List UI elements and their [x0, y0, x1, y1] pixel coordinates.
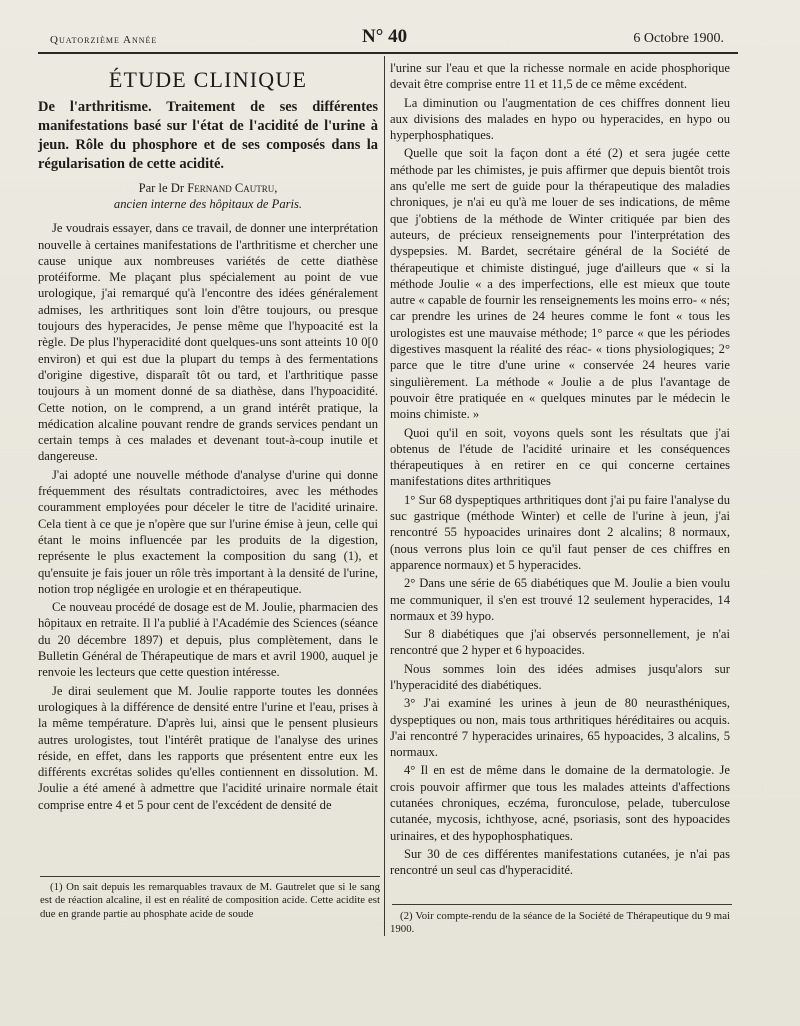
- right-column: [390, 60, 730, 881]
- paragraph: 1° Sur 68 dyspeptiques arthritiques dont j'ai pu faire l'analyse du suc gastrique (méthode Winter) et celle de l'urine à jeun, j'ai rencontré 55 hypoacides urinaires dont 2 alcalins; 8 normaux, (nous verrons plus loin ce qu'il faut penser de ces chiffres en apparence normaux) et 5 hyperacides.: [390, 492, 730, 572]
- paragraph: Ce nouveau procédé de dosage est de M. Joulie, pharmacien des hôpitaux en retraite. Il l'a publié à l'Académie des Sciences (séance du 20 décembre 1897) et depuis, plus complètement, dans le Bulletin Général de Thérapeutique de mars et avril 1900, auquel je renvoie les lecteurs que cette question intéresse.: [38, 600, 378, 680]
- paragraph: l'urine sur l'eau et que la richesse normale en acide phosphorique devait être comprise entre 11 et 11,5 de ce même excédent.: [390, 61, 730, 92]
- byline-prefix: Par le Dr: [138, 181, 188, 196]
- footnote-right: [390, 910, 730, 939]
- footnote-left: [40, 881, 380, 923]
- issue-date: 6 Octobre 1900.: [633, 31, 724, 46]
- page-header: [38, 26, 738, 54]
- footnote-rule-right: [392, 904, 732, 905]
- paragraph: J'ai adopté une nouvelle méthode d'analyse d'urine qui donne fréquemment des résultats contradictoires, avec les méthodes couramment employées pour déceler le titre de l'acidité urinaire. Cela tient à ce que je n'opère que sur l'urine émise à jeun, celle qui étant le moins influencée par les produits de la digestion, représente le plus exactement la composition du sang (1), et qu'ensuite je fais jouer un rôle très important à la densité de l'urine, notion trop négligée en urologie et en thérapeutique.: [38, 467, 378, 596]
- paragraph: Je voudrais essayer, dans ce travail, de donner une interprétation nouvelle à certaines manifestations de l'arthritisme et chercher une cause unique aux nombreuses variétés de cette diathèse protéiforme. Me plaçant plus spécialement au point de vue urologique, j'ai remarqué qu'à l'encontre des idées généralement admises, les arthritiques sont loin d'être toujours, ou presque toujours des hyperacides, Je pense même que l'hypoacité est la règle. De plus l'hyperacidité dont quelques-uns sont atteints 10 0[0 environ) et qui est due la plupart du temps à des fermentations d'origine digestive, disparaît tôt ou tard, et l'arthritique passe toujours à un moment donné de sa diathèse, dans l'hypoacidité. Cette notion, on le comprend, a un grand intérêt pratique, la médication alcaline pouvant rendre de grands services pendant un certain temps à ces malades et devenant tout-à-coup inutile et dangereuse.: [38, 221, 378, 464]
- footnote-text: (1) On sait depuis les remarquables travaux de M. Gautrelet que si le sang est de réaction alcaline, il est en réalité de composition acide. Cette acidite est due en grande partie au phosphate acide de soude: [40, 881, 380, 920]
- paragraph: Quoi qu'il en soit, voyons quels sont les résultats que j'ai obtenus de l'étude de l'acidité urinaire et les conséquences thérapeutiques à en retirer en ce qui concerne certaines manifestations dites arthritiques: [390, 425, 730, 489]
- paragraph: Je dirai seulement que M. Joulie rapporte toutes les données urologiques à la différence de densité entre l'urine et l'eau, prises à la même température. D'après lui, ainsi que le pensent plusieurs autres urologistes, tout l'intérêt pratique de l'analyse des urines réside, en effet, dans les rapports que présentent entre eux les différents excrétas solides qu'elles contiennent en dissolution. M. Joulie a été amené à admettre que l'acidité urinaire normale était comprise entre 4 et 5 pour cent de l'excédent de densité de: [38, 683, 378, 812]
- paragraph: 3° J'ai examiné les urines à jeun de 80 neurasthéniques, dyspeptiques ou non, mais tous arthritiques héréditaires ou acquis. J'ai rencontré 7 hyperacides urinaires, 65 hypoacides, 3 alcalins, 5 normaux.: [390, 696, 730, 760]
- section-heading: ÉTUDE CLINIQUE: [108, 67, 308, 92]
- author-name: Fernand Cautru,: [187, 181, 278, 196]
- paragraph: 4° Il en est de même dans le domaine de la dermatologie. Je crois pouvoir affirmer que tous les malades atteints d'affections cutanées chroniques, eczéma, furonculose, pelade, tuberculose cutanée, mycosis, ichthyose, acné, psoriasis, sont des hypoacides urinaires, et des hypophosphatiques.: [390, 763, 730, 843]
- paragraph: Nous sommes loin des idées admises jusqu'alors sur l'hyperacidité des diabétiques.: [390, 661, 730, 692]
- column-divider: [384, 56, 385, 936]
- paragraph: Sur 8 diabétiques que j'ai observés personnellement, je n'ai rencontré que 2 hyper et 6 hypoacides.: [390, 627, 730, 658]
- footnote-rule-left: [40, 876, 380, 877]
- paragraph: La diminution ou l'augmentation de ces chiffres donnent lieu aux divisions des malades en hypo ou hyperacides, en hypo ou hyperphosphatiques.: [390, 95, 730, 143]
- article-title: De l'arthritisme. Traitement de ses différentes manifestations basé sur l'état de l'acidité de l'urine à jeun. Rôle du phosphore et de ses composés dans la régularisation de cette acidité.: [38, 99, 378, 173]
- footnote-text: (2) Voir compte-rendu de la séance de la Société de Thérapeutique du 9 mai 1900.: [390, 910, 730, 936]
- left-column: [38, 58, 378, 815]
- paragraph: Quelle que soit la façon dont a été (2) et sera jugée cette méthode par les chimistes, je puis affirmer que depuis bientôt trois ans qu'elle me sert de guide pour la thérapeutique des maladies chroniques, je n'ai eu qu'à me louer de ses indications, de même que j'obtiens de la méthode de Winter critiquée par bien des auteurs, de précieux renseignements pour l'interprétation des dyspepsies. M. Bardet, secrétaire général de la Société de thérapeutique et chimiste distingué, juge d'ailleurs que « si la méthode Joulie « a des imperfections, elle est mieux que toute autre « capable de fournir les renseignements les moins erro- « nés; car prendre les urines de 24 heures comme le font « tous les urologistes est une mauvaise méthode; 1° parce « que les périodes digestives masquent la réalité des réac- « tions physiologiques; 2° parce que le titre d'une urine « conservée 24 heures varie singulièrement. La méthode « Joulie a de plus l'avantage de pouvoir être pratiquée en « quelques minutes par le médecin le moins chimiste. »: [390, 146, 730, 422]
- volume-label: Quatorzième Année: [50, 34, 158, 46]
- paragraph: 2° Dans une série de 65 diabétiques que M. Joulie a bien voulu me communiquer, il s'en est trouvé 12 seulement hyperacides, 14 normaux et 39 hypo.: [390, 576, 730, 623]
- issue-number: N° 40: [362, 26, 408, 47]
- paragraph: Sur 30 de ces différentes manifestations cutanées, je n'ai pas rencontré un seul cas d'hyperacidité.: [390, 846, 730, 878]
- author-affiliation: ancien interne des hôpitaux de Paris.: [113, 197, 303, 212]
- byline: [38, 180, 378, 196]
